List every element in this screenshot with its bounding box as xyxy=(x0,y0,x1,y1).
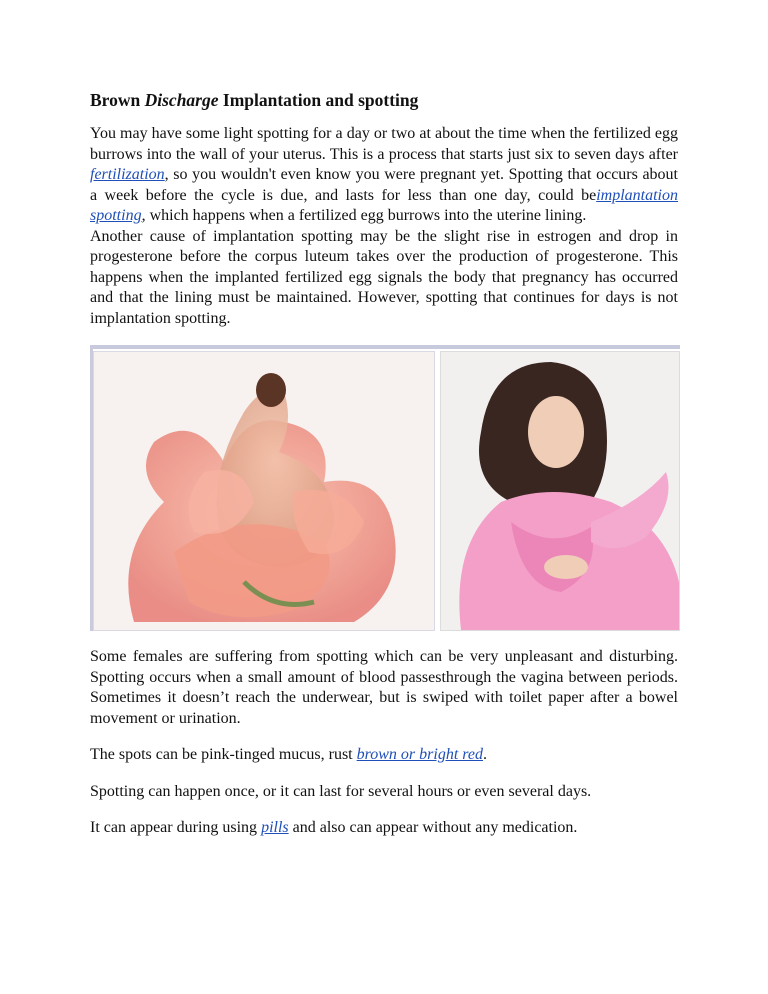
title-word-discharge: Discharge xyxy=(144,90,219,110)
paragraph-pills xyxy=(90,818,678,839)
paragraph-text: It can appear during using xyxy=(90,819,262,836)
rose-woman-image xyxy=(93,351,435,631)
link-brown-or-bright-red[interactable]: brown or bright red xyxy=(356,746,484,763)
paragraph-text: . xyxy=(483,746,488,763)
photo-pair xyxy=(90,345,678,631)
paragraph-text: , which happens when a fertilized egg burrows into the uterine lining. xyxy=(141,207,587,224)
link-implantation-spotting[interactable]: implantation spotting xyxy=(90,186,678,224)
paragraph-text: The spots can be pink-tinged mucus, rust xyxy=(90,746,357,763)
document-content xyxy=(90,88,678,839)
photo-frame-border xyxy=(90,345,680,349)
woman-pink-robe-image xyxy=(440,351,680,631)
paragraph-text: , so you wouldn't even know you were pregnant yet. Spotting that occurs about a week before the cycle is due, and lasts for less than one day, could be xyxy=(90,166,678,204)
paragraph-text: Another cause of implantation spotting may be the slight rise in estrogen and drop in progesterone before the corpus luteum takes over the production of progesterone. This happens when the implanted fertilized egg signals the body that pregnancy has occurred and that the lining must be maintained. However, spotting that continues for days is not implantation spotting. xyxy=(90,227,678,327)
link-fertilization[interactable]: fertilization xyxy=(90,166,165,183)
title-word-brown: Brown xyxy=(90,90,141,110)
page-title xyxy=(90,88,678,112)
paragraph-spot-colors xyxy=(90,745,678,766)
paragraph-implantation xyxy=(90,124,678,329)
paragraph-spotting-description: Some females are suffering from spotting which can be very unpleasant and disturbing. Spotting occurs when a small amount of blood passesthrough the vagina between periods. Sometimes it doesn’t reach the underwear, but is swiped with toilet paper after a bowel movement or urination. xyxy=(90,648,678,727)
link-pills[interactable]: pills xyxy=(261,819,289,836)
paragraph-text: You may have some light spotting for a day or two at about the time when the fertilized egg burrows into the wall of your uterus. This is a process that starts just six to seven days after xyxy=(90,125,678,163)
paragraph-text: and also can appear without any medication. xyxy=(288,819,578,836)
title-rest: Implantation and spotting xyxy=(222,90,419,110)
paragraph-spot-duration: Spotting can happen once, or it can last for several hours or even several days. xyxy=(90,782,592,800)
